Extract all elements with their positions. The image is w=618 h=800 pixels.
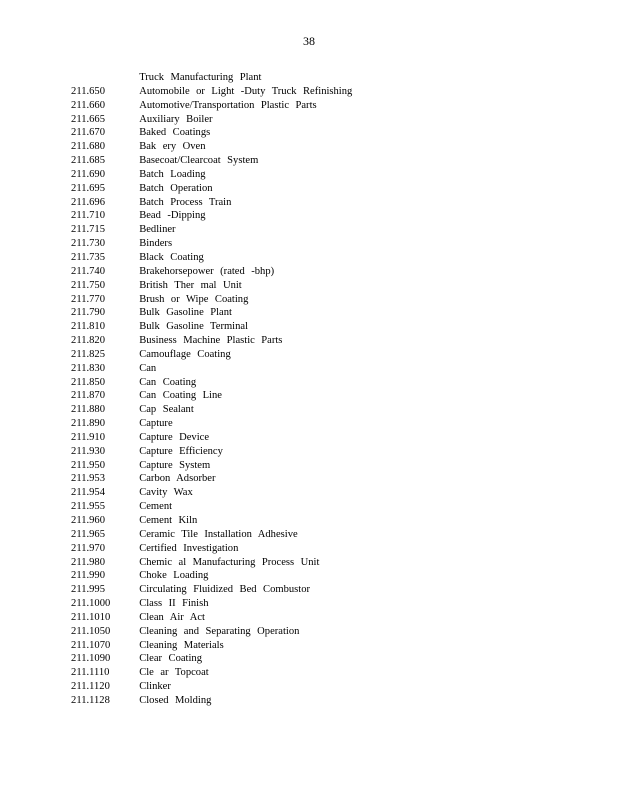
- section-number: 211.1050: [71, 624, 111, 637]
- defined-term: Can: [139, 361, 157, 374]
- definition-entry: [0, 209, 593, 223]
- definition-entry: [0, 265, 593, 279]
- definition-entry: [0, 694, 593, 708]
- definition-entry: [0, 168, 593, 182]
- definition-entry: [0, 334, 593, 348]
- defined-term: Choke Loading: [139, 569, 209, 582]
- definition-entry: [0, 154, 593, 168]
- section-number: 211.740: [71, 264, 105, 277]
- defined-term: Cement Kiln: [139, 514, 198, 526]
- definition-entry: [0, 237, 593, 251]
- section-number: 211.825: [71, 347, 105, 360]
- definition-entry: [0, 528, 593, 542]
- defined-term: Clean Air Act: [139, 610, 205, 623]
- defined-term: Batch Loading: [139, 167, 206, 180]
- section-number: 211.965: [71, 527, 105, 540]
- defined-term: Business Machine Plastic Parts: [139, 334, 283, 347]
- section-number: 211.990: [71, 569, 105, 582]
- definition-entry: [0, 251, 593, 265]
- definition-entry: [0, 376, 593, 390]
- defined-term: Batch Operation: [139, 181, 213, 194]
- definition-entry: [0, 417, 593, 431]
- defined-term: Cleaning Materials: [139, 638, 224, 651]
- definition-entry: [0, 431, 593, 445]
- defined-term: Baked Coatings: [139, 126, 211, 139]
- section-number: 211.730: [71, 237, 105, 250]
- definition-entry: [0, 611, 593, 625]
- section-number: 211.680: [71, 140, 105, 153]
- defined-term: Black Coating: [139, 250, 204, 263]
- defined-term: Binders: [139, 237, 173, 250]
- definition-entry: [0, 403, 593, 417]
- section-number: 211.870: [71, 389, 105, 402]
- section-number: 211.970: [71, 541, 105, 554]
- section-number: 211.830: [71, 361, 105, 374]
- section-number: 211.810: [71, 320, 105, 333]
- section-number: 211.690: [71, 167, 105, 180]
- section-number: 211.770: [71, 292, 105, 305]
- definition-entry: [0, 99, 593, 113]
- section-number: 211.695: [71, 181, 105, 194]
- definition-entry: [0, 306, 593, 320]
- definition-entry: [0, 556, 593, 570]
- defined-term: Capture System: [139, 458, 211, 471]
- defined-term: Can Coating Line: [139, 389, 222, 402]
- definition-entry: [0, 320, 593, 334]
- defined-term: Bulk Gasoline Plant: [139, 306, 232, 319]
- section-number: 211.910: [71, 430, 105, 443]
- definition-entry: [0, 542, 593, 556]
- section-number: 211.1120: [71, 680, 110, 693]
- section-number: 211.880: [71, 403, 105, 416]
- section-number: 211.890: [71, 417, 105, 430]
- section-number: 211.696: [71, 195, 105, 208]
- definition-entry: [0, 514, 593, 528]
- defined-term: Auxiliary Boiler: [139, 112, 213, 125]
- section-number: 211.955: [71, 500, 105, 513]
- section-number: 211.650: [71, 84, 105, 97]
- section-number: 211.1090: [71, 652, 111, 665]
- section-number: 211.960: [71, 514, 105, 526]
- defined-term: Cle ar Topcoat: [139, 666, 209, 679]
- section-number: 211.1128: [71, 693, 110, 706]
- defined-term: Closed Molding: [139, 693, 212, 706]
- section-number: 211.670: [71, 126, 105, 139]
- definition-entry: [0, 140, 593, 154]
- definition-entry: [0, 500, 593, 514]
- definition-entry: [0, 459, 593, 473]
- section-number: 211.1070: [71, 638, 111, 651]
- definition-entry: [0, 126, 593, 140]
- defined-term: Bead -Dipping: [139, 209, 206, 222]
- defined-term: Truck Manufacturing Plant: [139, 71, 262, 83]
- defined-term: Capture: [139, 417, 173, 430]
- defined-term: Bedliner: [139, 223, 176, 236]
- definition-entry: [0, 362, 593, 376]
- defined-term: Ceramic Tile Installation Adhesive: [139, 527, 298, 540]
- defined-term: Bak ery Oven: [139, 140, 206, 153]
- definition-entry: [0, 486, 593, 500]
- defined-term: Cap Sealant: [139, 403, 194, 416]
- defined-term: Clear Coating: [139, 652, 202, 665]
- section-number: 211.710: [71, 209, 105, 222]
- definition-entry: [0, 389, 593, 403]
- defined-term: Capture Device: [139, 430, 210, 443]
- definition-entry: [0, 223, 593, 237]
- defined-term: Basecoat/Clearcoat System: [139, 154, 259, 167]
- section-number: 211.953: [71, 472, 105, 485]
- section-number: 211.750: [71, 278, 105, 291]
- defined-term: Certified Investigation: [139, 541, 239, 554]
- defined-term: Clinker: [139, 680, 171, 693]
- defined-term: Capture Efficiency: [139, 444, 223, 457]
- defined-term: Batch Process Train: [139, 195, 232, 208]
- section-number: 211.950: [71, 458, 105, 471]
- defined-term: Cleaning and Separating Operation: [139, 624, 300, 637]
- section-number: 211.930: [71, 444, 105, 457]
- defined-term: Carbon Adsorber: [139, 472, 216, 485]
- definition-entry: [0, 569, 593, 583]
- defined-term: Chemic al Manufacturing Process Unit: [139, 555, 320, 568]
- definition-entry: [0, 472, 593, 486]
- definition-entry: [0, 293, 593, 307]
- page-number: 38: [303, 34, 315, 48]
- defined-term: Brakehorsepower (rated -bhp): [139, 264, 275, 277]
- definition-entry: [0, 85, 593, 99]
- section-number: 211.980: [71, 555, 105, 568]
- definition-entry: [0, 71, 593, 85]
- definition-entry: [0, 113, 593, 127]
- definition-entry: [0, 666, 593, 680]
- definition-entry: [0, 445, 593, 459]
- definition-entry: [0, 279, 593, 293]
- defined-term: Class II Finish: [139, 597, 209, 610]
- definition-entry: [0, 625, 593, 639]
- section-number: 211.685: [71, 154, 105, 167]
- section-number: 211.954: [71, 486, 105, 499]
- definition-entry: [0, 583, 593, 597]
- section-number: 211.735: [71, 250, 105, 263]
- defined-term: Camouflage Coating: [139, 347, 231, 360]
- defined-term: British Ther mal Unit: [139, 278, 242, 291]
- section-number: 211.790: [71, 306, 105, 319]
- definition-entry: [0, 680, 593, 694]
- defined-term: Automotive/Transportation Plastic Parts: [139, 98, 317, 111]
- section-number: 211.660: [71, 98, 105, 111]
- section-number: 211.820: [71, 334, 105, 347]
- section-number: 211.850: [71, 375, 105, 388]
- definition-entry: [0, 196, 593, 210]
- defined-term: Brush or Wipe Coating: [139, 292, 249, 305]
- section-number: 211.995: [71, 583, 105, 596]
- defined-term: Cement: [139, 500, 173, 513]
- defined-term: Circulating Fluidized Bed Combustor: [139, 583, 310, 596]
- definition-entry: [0, 182, 593, 196]
- definitions-list: [0, 71, 618, 708]
- section-number: 211.1000: [71, 597, 111, 610]
- definition-entry: [0, 652, 593, 666]
- section-number: 211.1110: [71, 666, 110, 679]
- defined-term: Cavity Wax: [139, 486, 193, 499]
- section-number: 211.715: [71, 223, 105, 236]
- defined-term: Can Coating: [139, 375, 197, 388]
- defined-term: Bulk Gasoline Terminal: [139, 320, 249, 333]
- section-number: 211.1010: [71, 610, 111, 623]
- definition-entry: [0, 597, 593, 611]
- definition-entry: [0, 348, 593, 362]
- section-number: 211.665: [71, 112, 105, 125]
- definition-entry: [0, 639, 593, 653]
- defined-term: Automobile or Light -Duty Truck Refinishing: [139, 84, 353, 97]
